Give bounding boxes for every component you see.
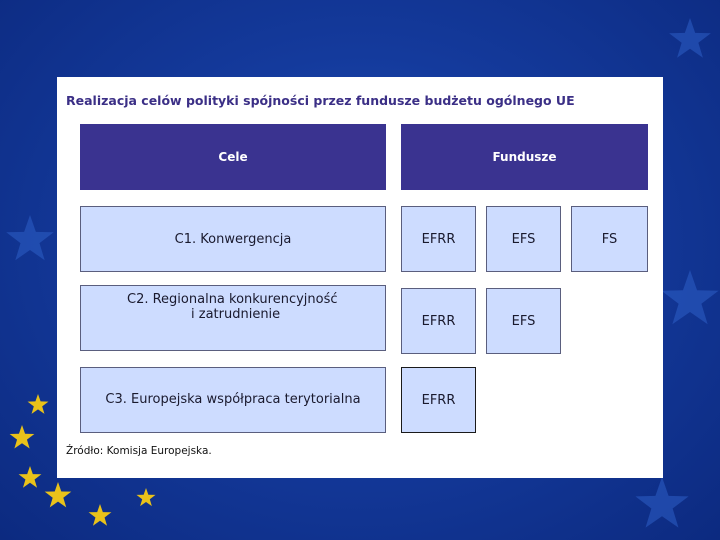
eu-star-icon <box>45 482 72 507</box>
eu-star-icon <box>10 425 35 449</box>
eu-star-icon <box>28 394 49 414</box>
diagram-panel <box>57 77 663 478</box>
funds-header: Fundusze <box>401 124 648 190</box>
eu-star-icon <box>635 477 688 528</box>
fund-box: FS <box>571 206 648 272</box>
fund-box: EFRR <box>401 367 476 433</box>
goal-c2-line2: i zatrudnienie <box>191 307 281 322</box>
goal-c1: C1. Konwergencja <box>80 206 386 272</box>
eu-star-icon <box>6 215 54 260</box>
diagram-title: Realizacja celów polityki spójności przez fundusze budżetu ogólnego UE <box>66 93 575 108</box>
goal-c2 <box>80 285 386 351</box>
fund-box: EFS <box>486 288 561 354</box>
eu-star-icon <box>669 18 711 58</box>
fund-box: EFRR <box>401 288 476 354</box>
goal-c2-line1: C2. Regionalna konkurencyjność <box>127 292 338 307</box>
eu-star-icon <box>19 466 42 488</box>
fund-box: EFS <box>486 206 561 272</box>
goals-header: Cele <box>80 124 386 190</box>
source-note: Źródło: Komisja Europejska. <box>66 445 212 457</box>
eu-star-icon <box>136 488 155 506</box>
eu-star-icon <box>89 504 112 526</box>
fund-box: EFRR <box>401 206 476 272</box>
eu-star-icon <box>661 270 718 324</box>
goal-c3: C3. Europejska współpraca terytorialna <box>80 367 386 433</box>
